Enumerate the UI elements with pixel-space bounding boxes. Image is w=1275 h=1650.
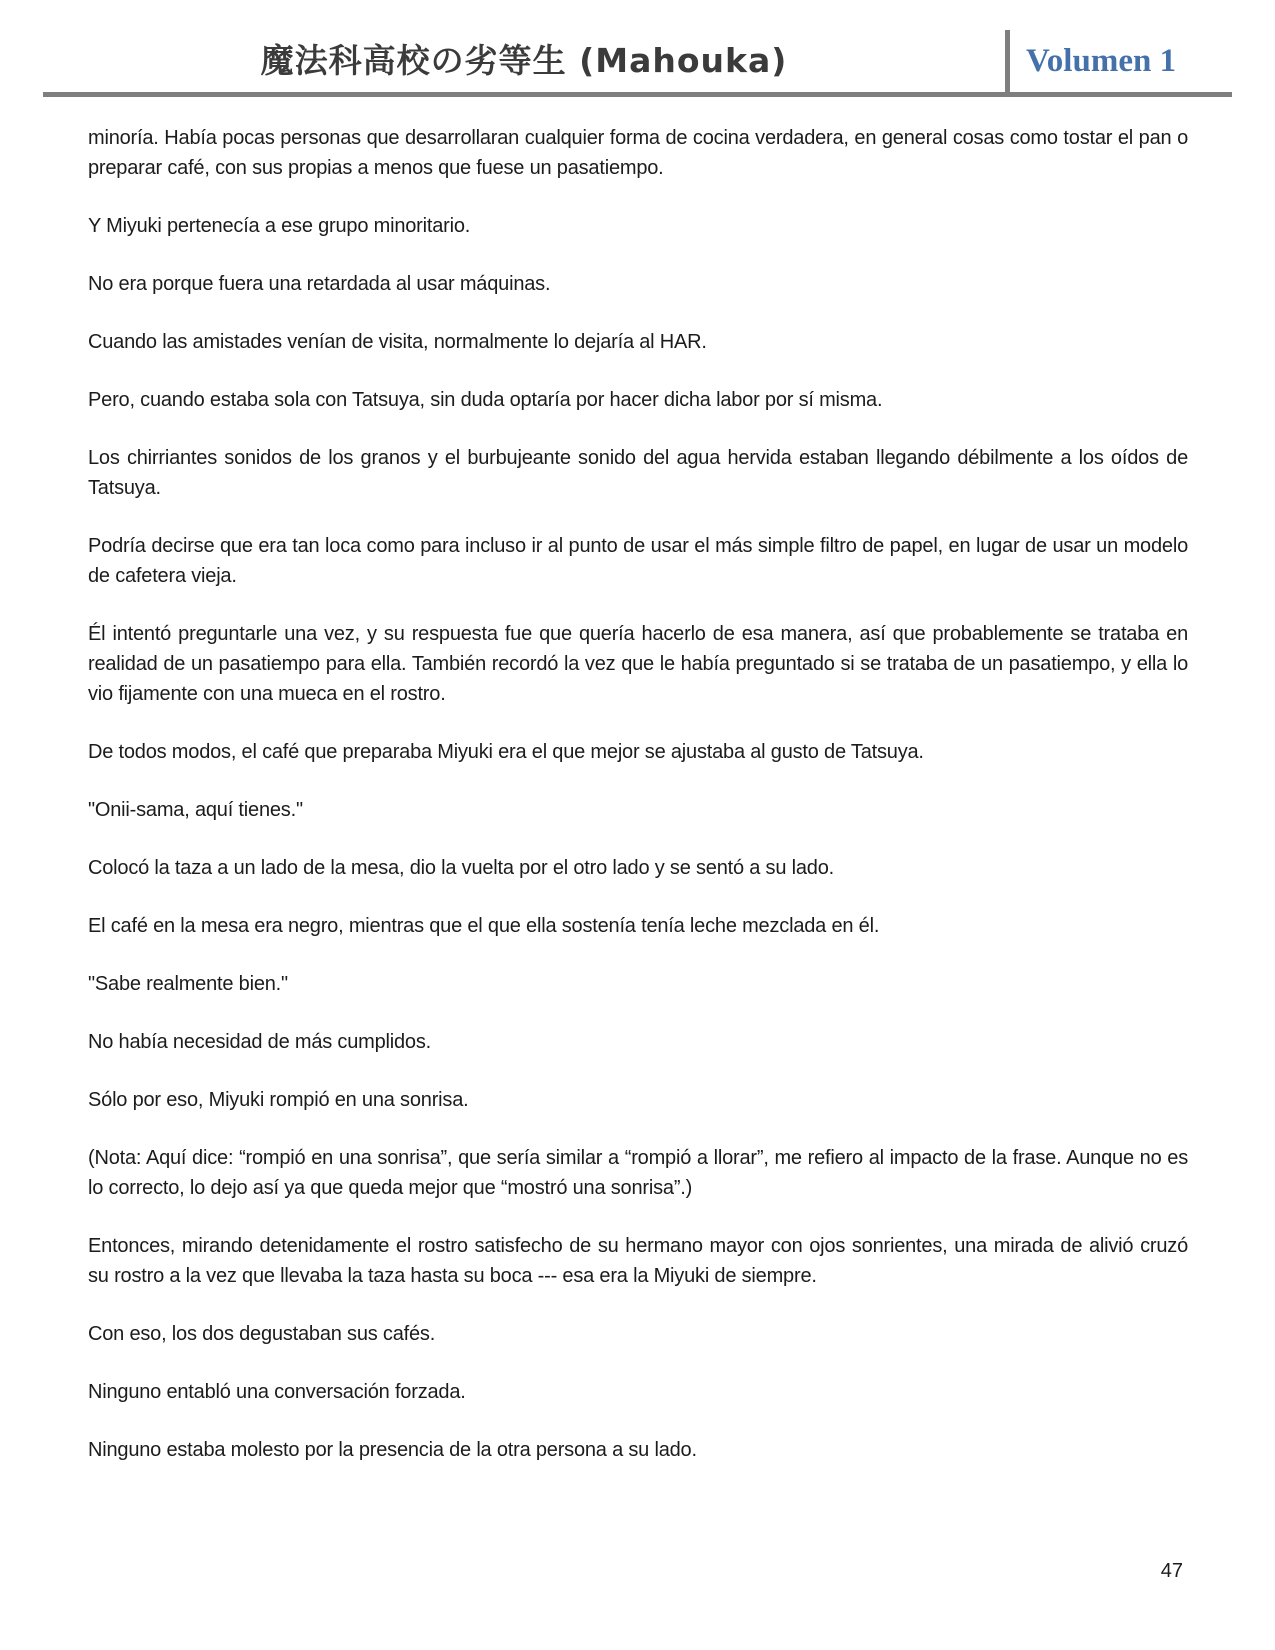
paragraph: (Nota: Aquí dice: “rompió en una sonrisa”, que sería similar a “rompió a llorar”, me refiero al impacto de la frase. Aunque no es lo correcto, lo dejo así ya que queda mejor que “mostró una sonrisa”.) bbox=[88, 1147, 1188, 1199]
page-title: 魔法科高校の劣等生 (Mahouka) bbox=[260, 41, 788, 80]
paragraph: Con eso, los dos degustaban sus cafés. bbox=[88, 1323, 436, 1345]
header-row bbox=[43, 0, 1232, 92]
paragraph: El café en la mesa era negro, mientras que el que ella sostenía tenía leche mezclada en él. bbox=[88, 915, 880, 937]
paragraph: No era porque fuera una retardada al usar máquinas. bbox=[88, 273, 551, 295]
paragraph: "Sabe realmente bien." bbox=[88, 973, 288, 995]
page-header bbox=[0, 0, 1275, 97]
paragraph: De todos modos, el café que preparaba Miyuki era el que mejor se ajustaba al gusto de Tatsuya. bbox=[88, 741, 924, 763]
paragraph: Los chirriantes sonidos de los granos y el burbujeante sonido del agua hervida estaban llegando débilmente a los oídos de Tatsuya. bbox=[88, 447, 1188, 499]
paragraph: Sólo por eso, Miyuki rompió en una sonrisa. bbox=[88, 1089, 469, 1111]
paragraph: Entonces, mirando detenidamente el rostro satisfecho de su hermano mayor con ojos sonrientes, una mirada de alivió cruzó su rostro a la vez que llevaba la taza hasta su boca --- esa era la Miyuki de siempre. bbox=[88, 1235, 1188, 1287]
document-body bbox=[88, 123, 1188, 1465]
paragraph: No había necesidad de más cumplidos. bbox=[88, 1031, 432, 1053]
paragraph: Colocó la taza a un lado de la mesa, dio la vuelta por el otro lado y se sentó a su lado. bbox=[88, 857, 835, 879]
page-number: 47 bbox=[1160, 1560, 1183, 1582]
header-rule bbox=[43, 92, 1232, 97]
paragraph: Pero, cuando estaba sola con Tatsuya, sin duda optaría por hacer dicha labor por sí misma. bbox=[88, 389, 883, 411]
paragraph: Él intentó preguntarle una vez, y su respuesta fue que quería hacerlo de esa manera, así que probablemente se trataba en realidad de un pasatiempo para ella. También recordó la vez que le había preguntado si se trataba de un pasatiempo, y ella lo vio fijamente con una mueca en el rostro. bbox=[88, 623, 1188, 705]
paragraph: Y Miyuki pertenecía a ese grupo minoritario. bbox=[88, 215, 471, 237]
paragraph: Cuando las amistades venían de visita, normalmente lo dejaría al HAR. bbox=[88, 331, 707, 353]
volume-label: Volumen 1 bbox=[1026, 43, 1177, 79]
paragraph: minoría. Había pocas personas que desarrollaran cualquier forma de cocina verdadera, en general cosas como tostar el pan o preparar café, con sus propias a menos que fuese un pasatiempo. bbox=[88, 127, 1188, 179]
paragraph: Podría decirse que era tan loca como para incluso ir al punto de usar el más simple filtro de papel, en lugar de usar un modelo de cafetera vieja. bbox=[88, 535, 1188, 587]
paragraph: Ninguno estaba molesto por la presencia de la otra persona a su lado. bbox=[88, 1439, 697, 1461]
paragraph: Ninguno entabló una conversación forzada. bbox=[88, 1381, 466, 1403]
paragraph: "Onii-sama, aquí tienes." bbox=[88, 799, 303, 821]
